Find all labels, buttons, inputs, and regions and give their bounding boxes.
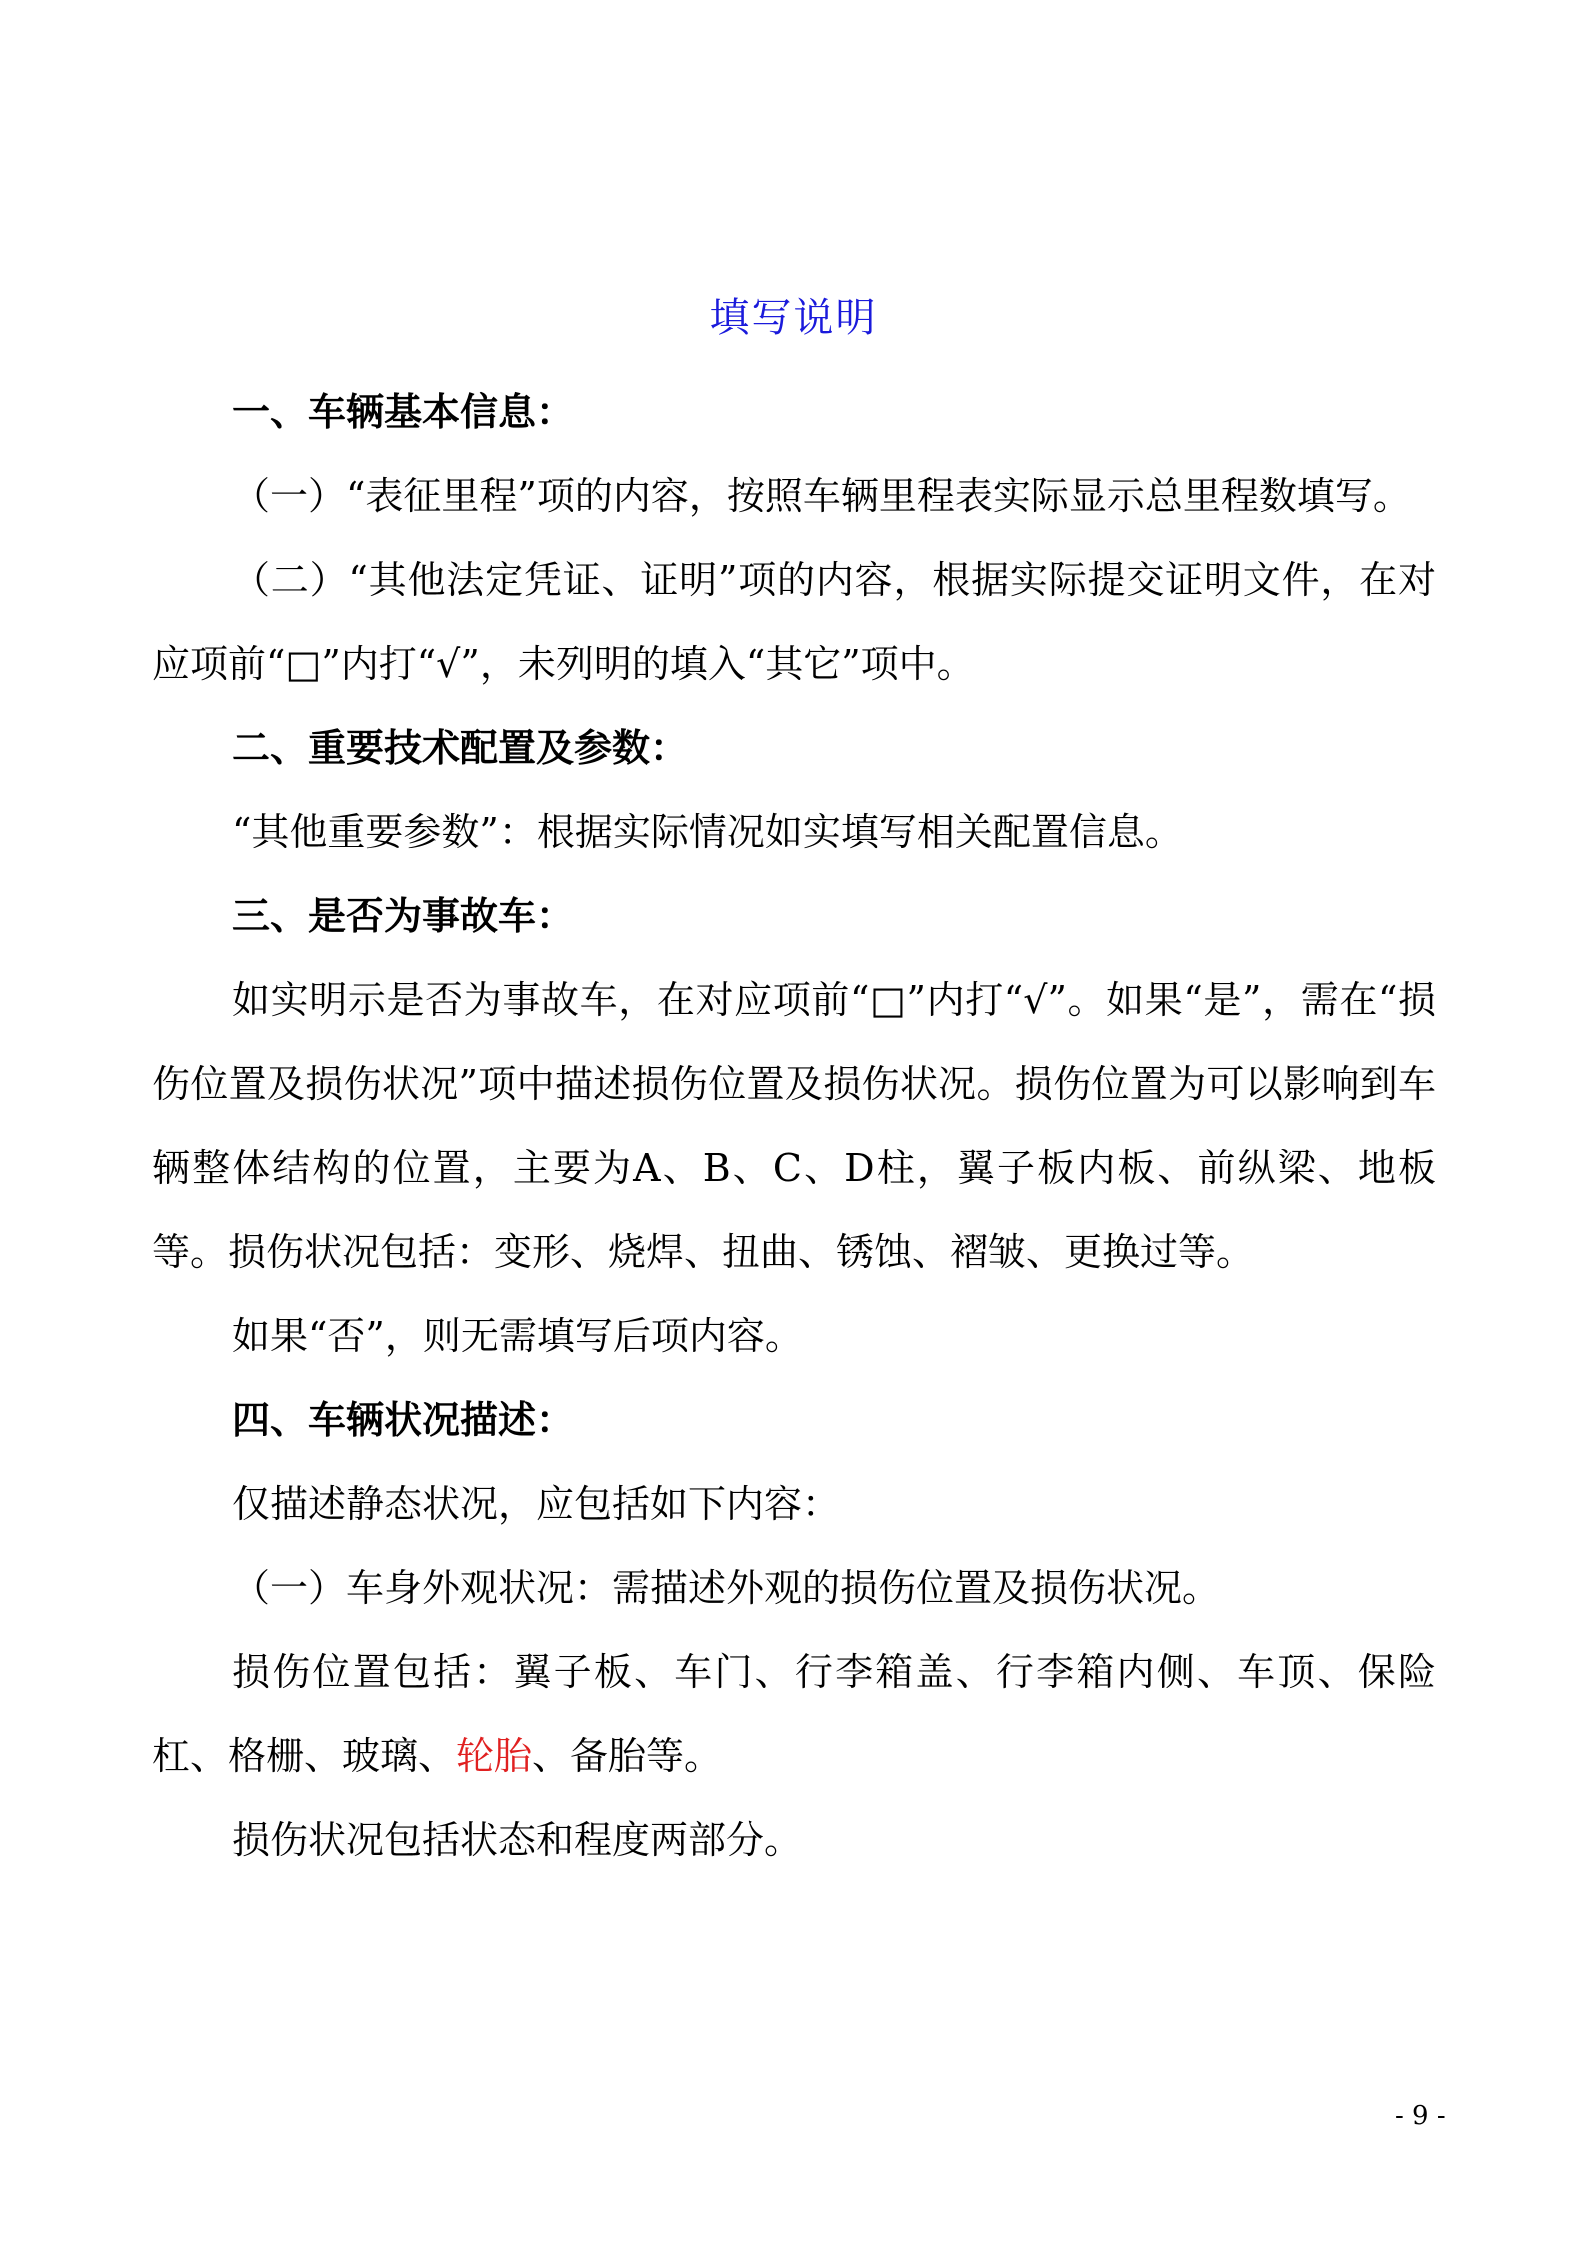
section-heading-3: 三、是否为事故车：	[232, 893, 575, 938]
page-number: - 9 -	[1395, 2101, 1446, 2131]
paragraph: 损伤状况包括状态和程度两部分。	[232, 1818, 803, 1862]
section-heading-4: 四、车辆状况描述：	[232, 1397, 575, 1442]
paragraph-with-highlight	[152, 1630, 1436, 1798]
text-run: 、备胎等。	[532, 1734, 723, 1778]
text-run: 损伤位置包括：翼子板、车门、行李箱盖、行李箱内侧、车顶、保险杠、格栅、玻璃、	[152, 1650, 1436, 1778]
paragraph: 仅描述静态状况，应包括如下内容：	[232, 1482, 841, 1526]
paragraph: “其他重要参数”：根据实际情况如实填写相关配置信息。	[232, 810, 1183, 854]
paragraph: 如实明示是否为事故车，在对应项前“□”内打“√”。如果“是”，需在“损伤位置及损伤状况”项中描述损伤位置及损伤状况。损伤位置为可以影响到车辆整体结构的位置，主要为A、B、C、D柱，翼子板内板、前纵梁、地板等。损伤状况包括：变形、烧焊、扭曲、锈蚀、褶皱、更换过等。	[152, 978, 1436, 1274]
highlighted-text: 轮胎	[456, 1734, 533, 1778]
page-title: 填写说明	[709, 295, 878, 341]
paragraph: （二）“其他法定凭证、证明”项的内容，根据实际提交证明文件，在对应项前“□”内打“√”，未列明的填入“其它”项中。	[152, 558, 1436, 686]
paragraph: 如果“否”，则无需填写后项内容。	[232, 1314, 803, 1358]
paragraph: （一）“表征里程”项的内容，按照车辆里程表实际显示总里程数填写。	[232, 474, 1411, 518]
section-heading-1: 一、车辆基本信息：	[232, 389, 575, 434]
document-body	[152, 370, 1436, 1882]
section-heading-2: 二、重要技术配置及参数：	[232, 725, 689, 770]
paragraph: （一）车身外观状况：需描述外观的损伤位置及损伤状况。	[232, 1566, 1221, 1610]
